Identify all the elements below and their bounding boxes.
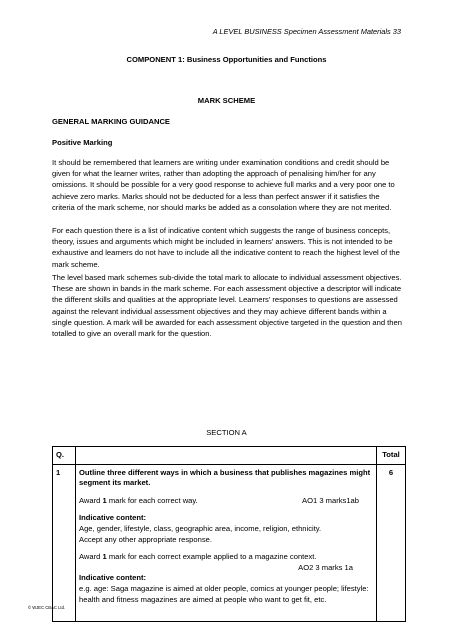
paragraph-indicative-content: For each question there is a list of indicative content which suggests the range of business concepts, theory, issues and arguments which might be included in learners' answers. This is not intended to be exhaustive and learners do not have to include all the indicative content to reach the highest level of the mark scheme. xyxy=(52,226,400,269)
paragraph-positive-marking: It should be remembered that learners are writing under examination conditions and credit should be given for what the learner writes, rather than adopting the approach of penalising him/her for any omissions. It should be possible for a very good response to achieve full marks and a very poor one to achieve zero marks. Marks should not be deducted for a less than perfect answer if it satisfies the criteria of the mark scheme, nor should marks be added as a consolation where they are not merited. xyxy=(52,158,395,212)
question-total: 6 xyxy=(377,464,406,621)
indicative-content-1: Age, gender, lifestyle, class, geographic area, income, religion, ethnicity. xyxy=(79,523,322,533)
indicative-content-heading-2: Indicative content: xyxy=(79,573,147,583)
award-line-ao2: Award 1 mark for each correct example applied to a magazine context. xyxy=(79,552,317,562)
component-title: COMPONENT 1: Business Opportunities and Functions xyxy=(126,55,327,64)
column-question-header xyxy=(76,447,377,465)
award-line-ao1 xyxy=(79,496,373,507)
positive-marking-heading: Positive Marking xyxy=(52,138,113,147)
indicative-content-heading-1: Indicative content: xyxy=(79,513,147,523)
copyright-footer: © WJEC CBAC Ltd. xyxy=(28,605,66,610)
question-number: 1 xyxy=(53,464,76,621)
page-header: A LEVEL BUSINESS Specimen Assessment Materials 33 xyxy=(212,27,401,36)
ao1-marks: AO1 3 marks1ab xyxy=(302,495,359,505)
indicative-content-2: e.g. age: Saga magazine is aimed at older people, comics at younger people; lifestyle: health and fitness magazines are aimed at people who want to get fit, etc. xyxy=(79,583,369,604)
paragraph-level-based: The level based mark schemes sub-divide the total mark to allocate to individual assessment objectives. These are shown in bands in the mark scheme. For each assessment objective a descriptor will indicate the different skills and qualities at the appropriate level. Learners' responses to questions are assessed against the relevant individual assessment objectives and they may achieve different bands within a single question. A mark will be awarded for each assessment objective targeted in the question and then totalled to give an overall mark for the question. xyxy=(52,273,402,339)
award-ao1-text: Award 1 mark for each correct way. xyxy=(79,495,198,505)
table-row xyxy=(53,464,406,621)
question-content xyxy=(76,464,377,621)
question-text: Outline three different ways in which a business that publishes magazines might segment its market. xyxy=(79,467,371,488)
accept-other-note: Accept any other appropriate response. xyxy=(79,534,212,544)
general-guidance-heading: GENERAL MARKING GUIDANCE xyxy=(52,117,170,126)
mark-scheme-title: MARK SCHEME xyxy=(197,96,256,105)
ao2-marks: AO2 3 marks 1a xyxy=(298,562,353,572)
section-heading: SECTION A xyxy=(206,428,247,437)
mark-scheme-table xyxy=(52,446,406,622)
column-total-header: Total xyxy=(377,447,406,465)
table-header-row xyxy=(53,447,406,465)
column-q-header: Q. xyxy=(53,447,76,465)
